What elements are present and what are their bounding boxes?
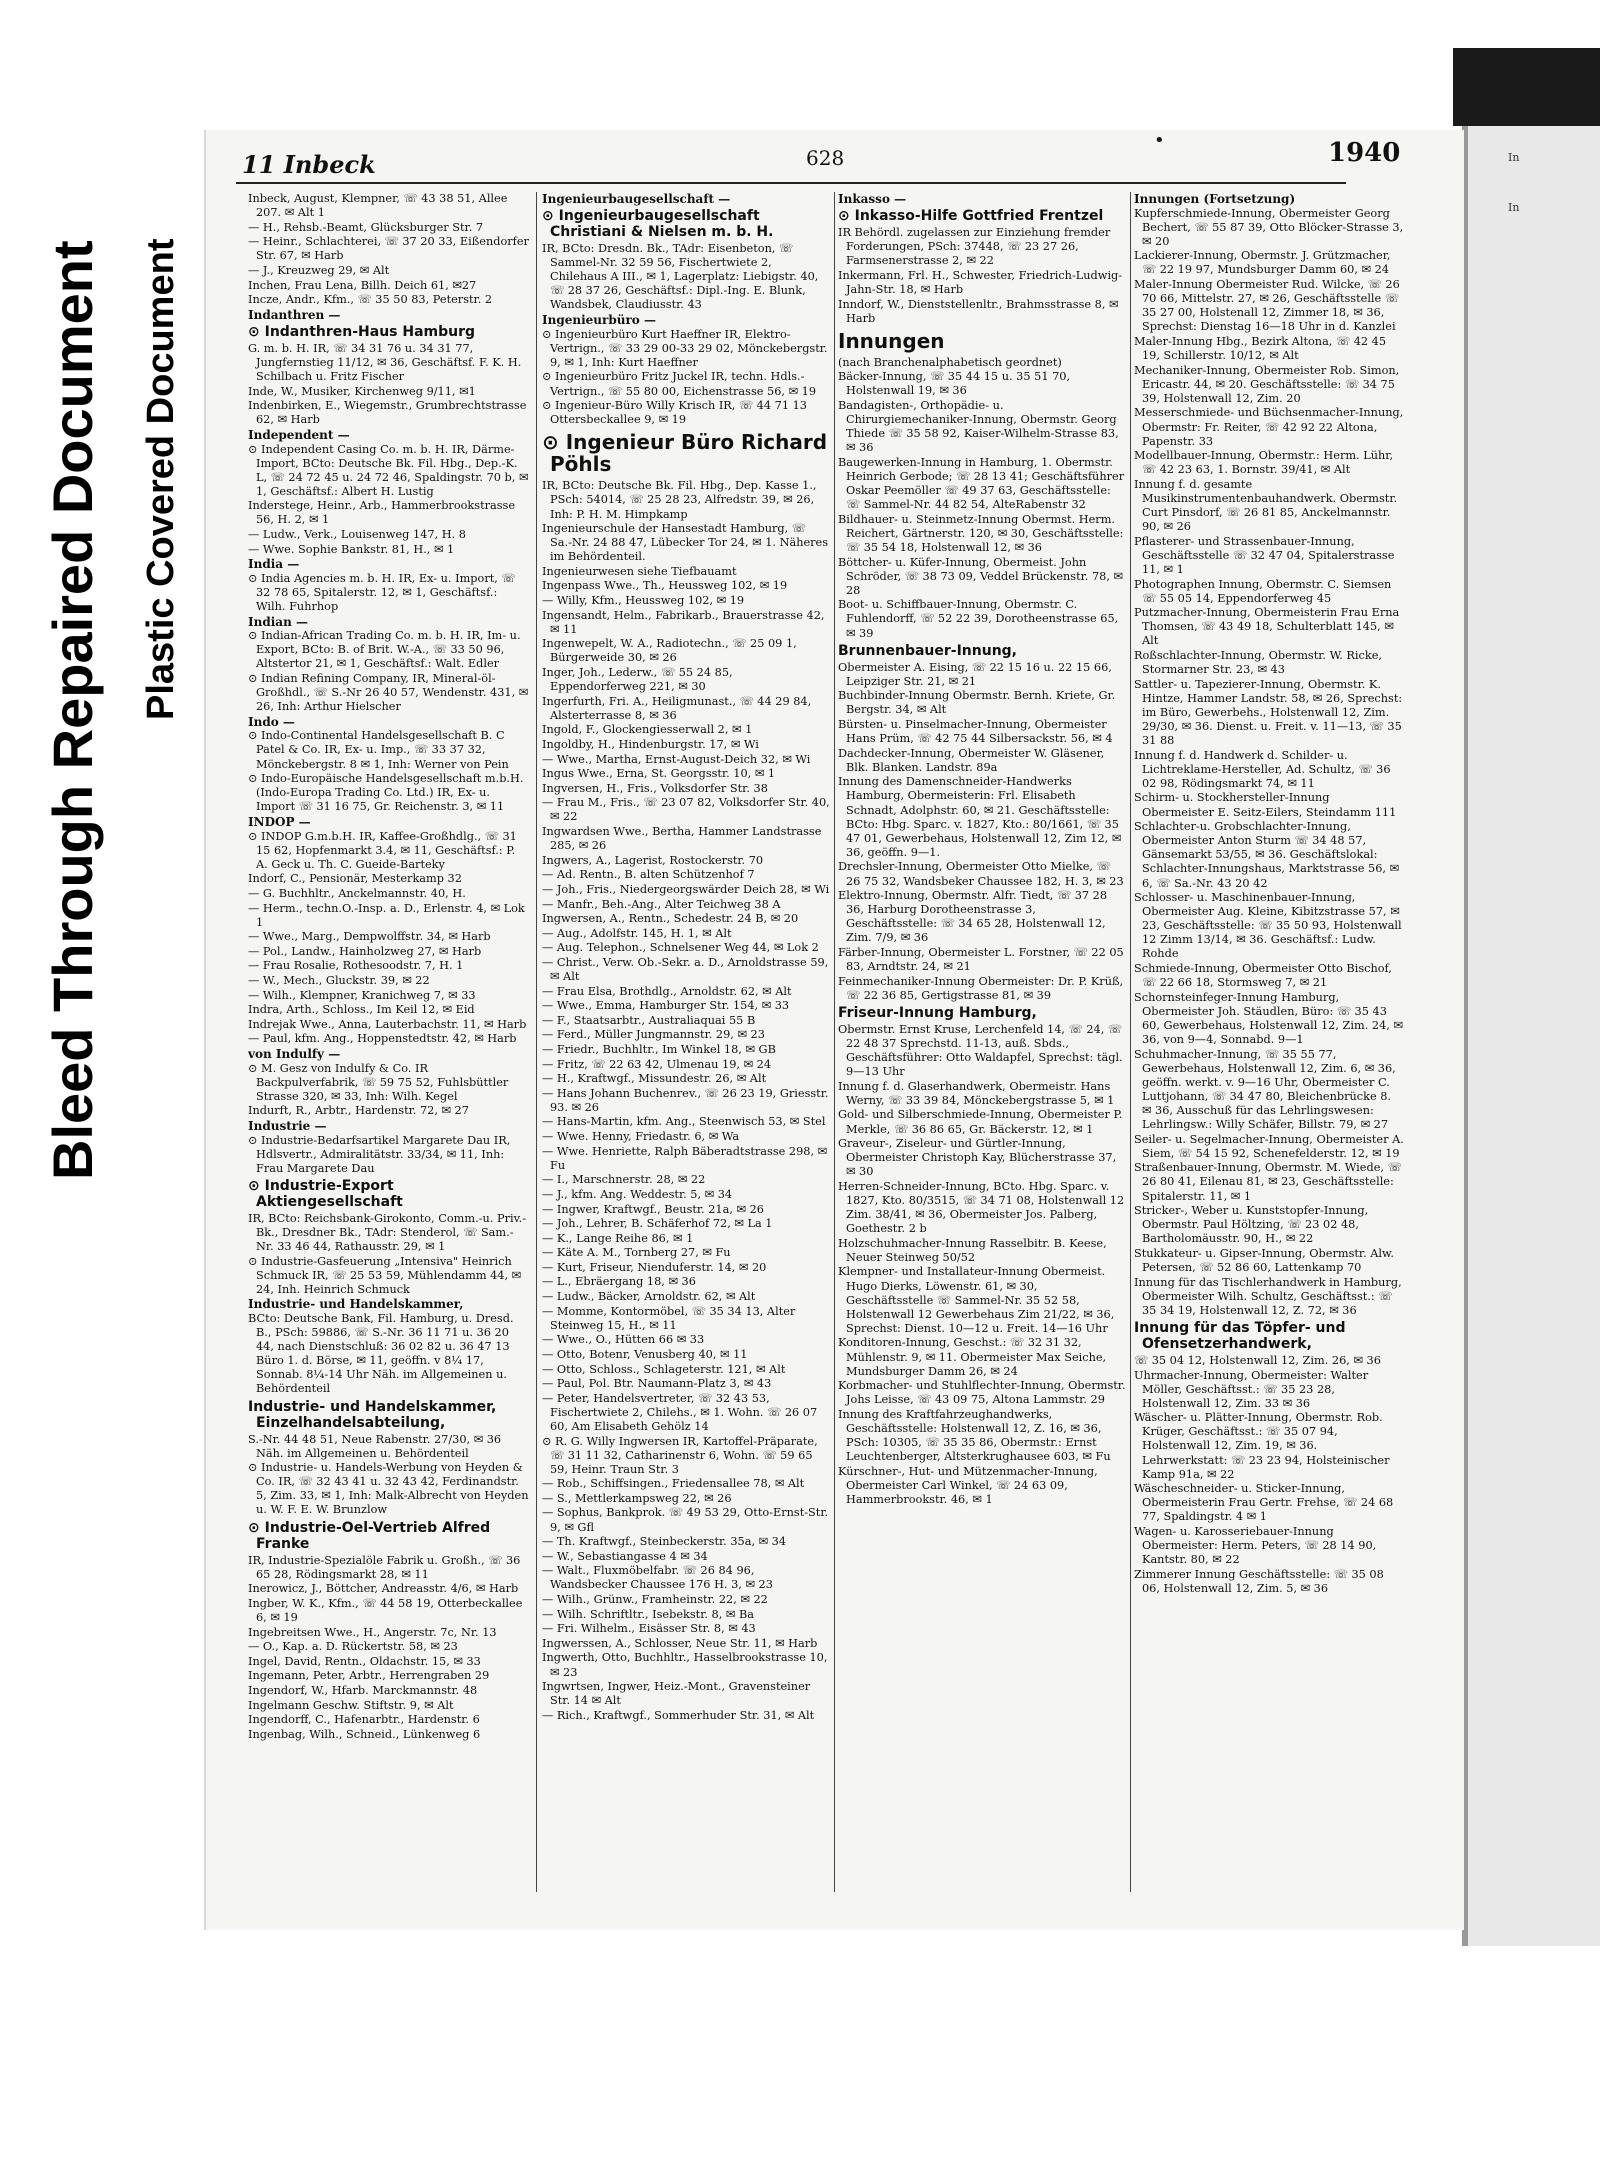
directory-entry: — Joh., Lehrer, B. Schäferhof 72, ✉ La 1 (542, 1217, 773, 1231)
directory-entry: Putzmacher-Innung, Obermeisterin Frau Erna Thomsen, ☏ 43 49 18, Schulterblatt 145, ✉ Alt (1134, 606, 1400, 648)
display-listing: Innung für das Töpfer- und Ofensetzerhandwerk, (1134, 1319, 1346, 1352)
directory-entry: — Frau Rosalie, Rothesoodstr. 7, H. 1 (248, 959, 464, 973)
directory-entry: — Wilh., Klempner, Kranichweg 7, ✉ 33 (248, 988, 476, 1002)
directory-entry: Messerschmiede- und Büchsenmacher-Innung, Obermstr: Fr. Reiter, ☏ 42 92 22 Altona, Papenstr. 33 (1134, 406, 1404, 448)
directory-entry: S.-Nr. 44 48 51, Neue Rabenstr. 27/30, ✉ 36 Näh. im Allgemeinen u. Behördenteil (248, 1432, 502, 1460)
directory-entry: Ingwers, A., Lagerist, Rostockerstr. 70 (542, 853, 764, 867)
display-listing: Industrie- und Handelskammer, Einzelhandelsabteilung, (248, 1398, 497, 1431)
directory-entry: Ingwersen, A., Rentn., Schedestr. 24 B, ✉ 20 (542, 912, 799, 926)
directory-entry: Graveur-, Ziseleur- und Gürtler-Innung, Obermeister Christoph Kay, Blücherstrasse 37, ✉ 30 (838, 1137, 1117, 1179)
directory-entry: Indenbirken, E., Wiegemstr., Grumbrechtstrasse 62, ✉ Harb (248, 399, 527, 427)
directory-entry: Herren-Schneider-Innung, BCto. Hbg. Sparc. v. 1827, Kto. 80/3515, ☏ 34 71 08, Holstenwall 12 Zim. 38/41, ✉ 36, Obermeister Jos. Palberg, Goethestr. 2 b (838, 1179, 1125, 1236)
directory-entry: Innung des Kraftfahrzeughandwerks, Geschäftsstelle: Holstenwall 12, Z. 16, ✉ 36, PSch: 10305, ☏ 35 35 86, Obermstr.: Ernst Leuchtenberger, Altsterkrughausee 603, ✉ Fu (838, 1407, 1111, 1464)
directory-entry: — Walt., Fluxmöbelfabr. ☏ 26 84 96, Wandsbecker Chaussee 176 H. 3, ✉ 23 (542, 1564, 773, 1592)
directory-entry: Ingel, David, Rentn., Oldachstr. 15, ✉ 33 (248, 1654, 481, 1668)
directory-entry: Ingold, F., Glockengiesserwall 2, ✉ 1 (542, 723, 753, 737)
directory-entry: — H., Rehsb.-Beamt, Glücksburger Str. 7 (248, 220, 484, 234)
directory-entry: Maler-Innung Hbg., Bezirk Altona, ☏ 42 45 19, Schillerstr. 10/12, ✉ Alt (1134, 334, 1387, 363)
page-number: 628 (806, 146, 845, 170)
directory-entry: Inerowicz, J., Böttcher, Andreasstr. 4/6, ✉ Harb (248, 1582, 519, 1596)
section-heading: Ingenieurbaugesellschaft — (542, 192, 731, 206)
directory-entry: — Wwe. Henriette, Ralph Bäberadtstrasse 298, ✉ Fu (542, 1144, 828, 1172)
directory-entry: Inbeck, August, Klempner, ☏ 43 38 51, Allee 207. ✉ Alt 1 (248, 192, 508, 220)
directory-entry: — Paul, Pol. Btr. Naumann-Platz 3, ✉ 43 (542, 1377, 772, 1391)
directory-entry: — Pol., Landw., Hainholzweg 27, ✉ Harb (248, 944, 482, 958)
directory-entry: Innung f. d. Glaserhandwerk, Obermeistr. Hans Werny, ☏ 33 39 84, Mönckebergstrasse 5, ✉ 1 (838, 1079, 1115, 1107)
directory-entry: Kürschner-, Hut- und Mützenmacher-Innung, Obermeister Carl Winkel, ☏ 24 63 09, Hammerbrookstr. 46, ✉ 1 (838, 1464, 1098, 1506)
directory-entry: — L., Ebräergang 18, ✉ 36 (542, 1275, 696, 1289)
directory-entry: Inde, W., Musiker, Kirchenweg 9/11, ✉1 (248, 384, 476, 398)
column-divider (834, 192, 835, 1892)
directory-entry: Buchbinder-Innung Obermstr. Bernh. Kriete, Gr. Bergstr. 34, ✉ Alt (838, 689, 1116, 717)
directory-entry: Roßschlachter-Innung, Obermstr. W. Ricke, Stormarner Str. 23, ✉ 43 (1134, 649, 1382, 677)
directory-entry: Innung f. d. gesamte Musikinstrumentenbauhandwerk. Obermstr. Curt Pinsdorf, ☏ 26 81 85, Anckelmannstr. 90, ✉ 26 (1134, 477, 1398, 534)
page-year: 1940 (1328, 138, 1401, 168)
directory-entry: IR, BCto: Dresdn. Bk., TAdr: Eisenbeton, ☏ Sammel-Nr. 32 59 56, Fischertwiete 2, Chilehaus A III., ✉ 1, Lagerplatz: Liebigstr. 40, ☏ 28 37 26, Geschäftsf.: Dipl.-Ing. E. Blunk, Wandsbek, Claudiusstr. 43 (542, 242, 819, 312)
display-listing: Innungen (838, 328, 945, 353)
directory-entry: Holzschuhmacher-Innung Rasselbitr. B. Keese, Neuer Steinweg 50/52 (838, 1236, 1107, 1264)
page-header-left: 11 Inbeck (242, 150, 376, 179)
section-heading: Innungen (Fortsetzung) (1134, 192, 1296, 206)
directory-entry: Ingerfurth, Fri. A., Heiligmunast., ☏ 44 29 84, Alsterterrasse 8, ✉ 36 (542, 694, 812, 722)
directory-entry: — Ludw., Bäcker, Arnoldstr. 62, ✉ Alt (542, 1290, 756, 1304)
directory-entry: Kupferschmiede-Innung, Obermeister Georg Bechert, ☏ 55 87 39, Otto Blöcker-Strasse 3, ✉ 20 (1134, 206, 1404, 248)
directory-entry: — G. Buchhltr., Anckelmannstr. 40, H. (248, 886, 466, 900)
directory-entry: Ingwerth, Otto, Buchhltr., Hasselbrookstrasse 10, ✉ 23 (542, 1651, 828, 1679)
directory-entry: Ingendorff, C., Hafenarbtr., Hardenstr. 6 (248, 1713, 480, 1727)
bleed-through-label: Bleed Through Repaired Document (41, 240, 104, 1180)
directory-entry: Schuhmacher-Innung, ☏ 35 55 77, Gewerbehaus, Holstenwall 12, Zim. 6, ✉ 36, geöffn. werkt. v. 9—16 Uhr, Obermeister C. Luttjohann, ☏ 34 47 80, Bleichenbrücke 8. ✉ 36, Ausschuß für das Lehrlingswesen: Lehrlingsw.: Willy Schäfer, Billstr. 79, ✉ 27 (1134, 1047, 1396, 1132)
display-listing: Brunnenbauer-Innung, (838, 642, 1017, 659)
directory-entry: Ingwrtsen, Ingwer, Heiz.-Mont., Gravensteiner Str. 14 ✉ Alt (542, 1680, 811, 1708)
directory-entry: Schirm- u. Stockhersteller-Innung Obermeister E. Seitz-Eilers, Steindamm 111 (1134, 791, 1397, 819)
directory-entry: — Rich., Kraftwgf., Sommerhuder Str. 31, ✉ Alt (542, 1708, 815, 1722)
directory-entry: Ingber, W. K., Kfm., ☏ 44 58 19, Otterbeckallee 6, ✉ 19 (248, 1596, 523, 1624)
column-2 (542, 192, 830, 1902)
directory-entry: Innung des Damenschneider-Handwerks Hamburg, Obermeisterin: Frl. Elisabeth Schnadt, Adolphstr. 60, ✉ 21. Geschäftsstelle: BCto: Hbg. Sparc. v. 1827, Kto.: 80/1661, ☏ 35 47 01, Gewerbehaus, Holstenwall 12, Zim 12, ✉ 36, geöffn. 9—1. (838, 775, 1122, 859)
directory-entry: — K., Lange Reihe 86, ✉ 1 (542, 1231, 694, 1245)
directory-entry: Färber-Innung, Obermeister L. Forstner, ☏ 22 05 83, Arndtstr. 24, ✉ 21 (838, 946, 1124, 974)
directory-entry: Inkermann, Frl. H., Schwester, Friedrich-Ludwig-Jahn-Str. 18, ✉ Harb (838, 268, 1123, 296)
directory-entry: Bildhauer- u. Steinmetz-Innung Obermst. Herm. Reichert, Gärtnerstr. 120, ✉ 30, Geschäftsstelle: ☏ 35 54 18, Holstenwall 12, ✉ 36 (838, 512, 1124, 554)
directory-entry: — Ingwer, Kraftwgf., Beustr. 21a, ✉ 26 (542, 1202, 764, 1216)
section-heading: Independent — (248, 427, 350, 442)
directory-entry: Ingenwepelt, W. A., Radiotechn., ☏ 25 09 1, Bürgerweide 30, ✉ 26 (542, 637, 797, 665)
directory-entry: (nach Branchenalphabetisch geordnet) (838, 355, 1062, 369)
directory-entry: ⊙ Industrie-Bedarfsartikel Margarete Dau IR, Hdlsvertr., Admiralitätstr. 33/34, ✉ 11, Inh: Frau Margarete Dau (248, 1133, 511, 1175)
directory-entry: Seiler- u. Segelmacher-Innung, Obermeister A. Siem, ☏ 54 15 92, Schenefelderstr. 12, ✉ 19 (1134, 1132, 1404, 1160)
directory-entry: Ingelmann Geschw. Stiftstr. 9, ✉ Alt (248, 1698, 454, 1712)
display-listing: ⊙ Indanthren-Haus Hamburg (248, 323, 476, 340)
directory-entry: Ingoldby, H., Hindenburgstr. 17, ✉ Wi (542, 738, 759, 751)
display-listing: ⊙ Industrie-Oel-Vertrieb Alfred Franke (248, 1519, 491, 1552)
directory-entry: IR, Industrie-Spezialöle Fabrik u. Großh., ☏ 36 65 28, Rödingsmarkt 28, ✉ 11 (248, 1553, 521, 1581)
directory-entry: Ingemann, Peter, Arbtr., Herrengraben 29 (248, 1669, 490, 1683)
fragment-line: In (1508, 151, 1520, 164)
directory-entry: — Heinr., Schlachterei, ☏ 37 20 33, Eißendorfer Str. 67, ✉ Harb (248, 235, 529, 263)
directory-entry: Inchen, Frau Lena, Billh. Deich 61, ✉27 (248, 278, 477, 292)
directory-entry: Wäscheschneider- u. Sticker-Innung, Obermeisterin Frau Gertr. Frehse, ☏ 24 68 77, Spaldingstr. 4 ✉ 1 (1134, 1482, 1394, 1524)
column-3 (838, 192, 1126, 1902)
directory-entry: — Willy, Kfm., Heussweg 102, ✉ 19 (542, 594, 745, 608)
directory-entry: — O., Kap. a. D. Rückertstr. 58, ✉ 23 (248, 1640, 458, 1654)
directory-entry: — H., Kraftwgf., Missundestr. 26, ✉ Alt (542, 1072, 767, 1086)
directory-entry: Indra, Arth., Schloss., Im Keil 12, ✉ Eid (248, 1003, 475, 1017)
directory-entry: IR, BCto: Reichsbank-Girokonto, Comm.-u. Priv.-Bk., Dresdner Bk., TAdr: Stenderol, ☏ Sam.-Nr. 33 46 44, Rathausstr. 29, ✉ 1 (248, 1211, 527, 1253)
directory-entry: ☏ 35 04 12, Holstenwall 12, Zim. 26, ✉ 36 (1134, 1353, 1381, 1367)
directory-entry: Pflasterer- und Strassenbauer-Innung, Geschäftsstelle ☏ 32 47 04, Spitalerstrasse 11, ✉ 1 (1134, 534, 1395, 576)
directory-entry: — Rob., Schiffsingen., Friedensallee 78, ✉ Alt (542, 1477, 805, 1491)
directory-entry: Klempner- und Installateur-Innung Obermeist. Hugo Dierks, Löwenstr. 61, ✉ 30, Geschäftsstelle ☏ Sammel-Nr. 35 52 58, Holstenwall 12 Gewerbehaus Zim 21/22, ✉ 36, Sprechst: Dienst. 10—12 u. Freit. 14—16 Uhr (838, 1265, 1115, 1335)
directory-entry: — Hans-Martin, kfm. Ang., Steenwisch 53, ✉ Stel (542, 1115, 826, 1129)
directory-entry: Indorf, C., Pensionär, Mesterkamp 32 (248, 872, 462, 886)
directory-entry: ⊙ Ingenieur-Büro Willy Krisch IR, ☏ 44 71 13 Ottersbeckallee 9, ✉ 19 (542, 399, 807, 427)
directory-entry: Photographen Innung, Obermstr. C. Siemsen ☏ 55 05 14, Eppendorferweg 45 (1134, 577, 1392, 605)
display-listing: Friseur-Innung Hamburg, (838, 1004, 1037, 1021)
directory-entry: — S., Mettlerkampsweg 22, ✉ 26 (542, 1491, 732, 1505)
directory-entry: ⊙ Ingenieurbüro Kurt Haeffner IR, Elektro-Vertrign., ☏ 33 29 00-33 29 02, Mönckebergstr. 9, ✉ 1, Inh: Kurt Haeffner (542, 327, 828, 369)
directory-entry: Ingebreitsen Wwe., H., Angerstr. 7c, Nr. 13 (248, 1625, 497, 1639)
display-listing: ⊙ Ingenieur Büro Richard Pöhls (542, 430, 828, 477)
directory-entry: — Peter, Handelsvertreter, ☏ 32 43 53, Fischertwiete 2, Chilehs., ✉ 1. Wohn. ☏ 26 07 60, Am Elisabeth Gehölz 14 (542, 1391, 818, 1433)
directory-entry: — Aug. Telephon., Schnelsener Weg 44, ✉ Lok 2 (542, 941, 819, 955)
directory-entry: Maler-Innung Obermeister Rud. Wilcke, ☏ 26 70 66, Mittelstr. 27, ✉ 26, Geschäftsstelle ☏ 35 27 00, Holstenall 12, Zimmer 18, ✉ 36, Sprechst: Dienstag 16—18 Uhr in d. Kanzlei (1134, 278, 1400, 334)
directory-entry: Böttcher- u. Küfer-Innung, Obermeist. John Schröder, ☏ 38 73 09, Veddel Brückenstr. 78, ✉ 28 (838, 555, 1123, 597)
directory-entry: — Friedr., Buchhltr., Im Winkel 18, ✉ GB (542, 1042, 776, 1056)
directory-entry: Ingendorf, W., Hfarb. Marckmannstr. 48 (248, 1683, 478, 1697)
directory-entry: Indrejak Wwe., Anna, Lauterbachstr. 11, ✉ Harb (248, 1017, 527, 1031)
display-listing: ⊙ Ingenieurbaugesellschaft Christiani & Nielsen m. b. H. (542, 208, 774, 241)
directory-entry: Stricker-, Weber u. Kunststopfer-Innung, Obermstr. Paul Höltzing, ☏ 23 02 48, Bartholomäusstr. 90, H., ✉ 22 (1134, 1204, 1369, 1246)
directory-entry: Inger, Joh., Lederw., ☏ 55 24 85, Eppendorferweg 221, ✉ 30 (542, 666, 733, 694)
adjacent-page-strip (1462, 126, 1600, 1946)
directory-entry: — Th. Kraftwgf., Steinbeckerstr. 35a, ✉ 34 (542, 1535, 787, 1549)
directory-entry: Korbmacher- und Stuhlflechter-Innung, Obermstr. Johs Leisse, ☏ 43 09 75, Altona Lammstr. 29 (838, 1379, 1126, 1407)
directory-entry: ⊙ R. G. Willy Ingwersen IR, Kartoffel-Präparate, ☏ 31 11 32, Catharinenstr 6, Wohn. ☏ 59 65 59, Heinr. Traun Str. 3 (542, 1434, 818, 1476)
directory-entry: Innung für das Tischlerhandwerk in Hamburg, Obermeister Wilh. Schultz, Geschäftsst.: ☏ 35 34 19, Holstenwall 12, Z. 72, ✉ 36 (1134, 1275, 1402, 1317)
black-edge-bar (1453, 48, 1600, 126)
directory-entry: — W., Sebastiangasse 4 ✉ 34 (542, 1549, 708, 1563)
directory-entry: Mechaniker-Innung, Obermeister Rob. Simon, Ericastr. 44, ✉ 20. Geschäftsstelle: ☏ 34 75 39, Holstenwall 12, Zim. 20 (1134, 363, 1400, 405)
directory-entry: ⊙ Independent Casing Co. m. b. H. IR, Därme-Import, BCto: Deutsche Bk. Fil. Hbg., Dep.-K. L, ☏ 24 72 45 u. 24 72 46, Spaldingstr. 70 b, ✉ 1, Geschäftsf.: Albert H. Lustig (248, 442, 529, 498)
directory-entry: — Frau Elsa, Brothdlg., Arnoldstr. 62, ✉ Alt (542, 984, 792, 998)
section-heading: Indo — (248, 714, 295, 729)
directory-entry: Lackierer-Innung, Obermstr. J. Grützmacher, ☏ 22 19 97, Mundsburger Damm 60, ✉ 24 (1134, 249, 1391, 277)
directory-entry: BCto: Deutsche Bank, Fil. Hamburg, u. Dresd. B., PSch: 59886, ☏ S.-Nr. 36 11 71 u. 36 20 44, nach Dienstschluß: 36 02 82 u. 36 47 13 Büro 1. d. Börse, ✉ 11, geöffn. v 8¼ 17, Sonnab. 8¼-14 Uhr Näh. im Allgemeinen u. Behördenteil (248, 1311, 514, 1396)
directory-entry: — I., Marschnerstr. 28, ✉ 22 (542, 1173, 706, 1187)
directory-entry: Ingenbag, Wilh., Schneid., Lünkenweg 6 (248, 1727, 481, 1741)
directory-entry: — Ad. Rentn., B. alten Schützenhof 7 (542, 868, 755, 882)
directory-entry: — Ferd., Müller Jungmannstr. 29, ✉ 23 (542, 1028, 765, 1042)
section-heading: INDOP — (248, 814, 311, 829)
section-heading: Indanthren — (248, 307, 341, 322)
directory-entry: Straßenbauer-Innung, Obermstr. M. Wiede, ☏ 26 80 41, Eilenau 81, ✉ 23, Geschäftsstelle: Spitalerstr. 11, ✉ 1 (1134, 1161, 1402, 1203)
directory-entry: Stukkateur- u. Gipser-Innung, Obermstr. Alw. Petersen, ☏ 52 86 60, Lattenkamp 70 (1134, 1246, 1394, 1275)
directory-entry: — Wwe., Marg., Dempwolffstr. 34, ✉ Harb (248, 930, 491, 944)
directory-entry: ⊙ Indo-Europäische Handelsgesellschaft m.b.H. (Indo-Europa Trading Co. Ltd.) IR, Ex- u. Import ☏ 31 16 75, Gr. Reichenstr. 3, ✉ 11 (248, 772, 524, 814)
directory-entry: IR, BCto: Deutsche Bk. Fil. Hbg., Dep. Kasse 1., PSch: 54014, ☏ 25 28 23, Alfredstr. 39, ✉ 26, Inh: P. H. M. Himpkamp (542, 479, 817, 521)
directory-entry: ⊙ Indian Refining Company, IR, Mineral-öl-Großhdl., ☏ S.-Nr 26 40 57, Wendenstr. 431, ✉ 26, Inh: Arthur Hielscher (248, 672, 529, 714)
directory-entry: Bandagisten-, Orthopädie- u. Chirurgiemechaniker-Innung, Obermstr. Georg Thiede ☏ 35 58 92, Kaiser-Wilhelm-Strasse 83, ✉ 36 (838, 399, 1119, 455)
directory-entry: Baugewerken-Innung in Hamburg, 1. Obermstr. Heinrich Gerbode; ☏ 28 13 41; Geschäftsführer Oskar Peemöller ☏ 49 37 63, Geschäftsstelle: ☏ Sammel-Nr. 44 82 54, AlteRabenstr 32 (838, 455, 1125, 512)
directory-entry: Inndorf, W., Dienststellenltr., Brahmsstrasse 8, ✉ Harb (838, 297, 1119, 325)
directory-entry: Schlachter-u. Grobschlachter-Innung, Obermeister Anton Sturm ☏ 34 48 57, Gänsemarkt 53/55, ✉ 36. Geschäftslokal: Schlachter-Innungshaus, Marktstrasse 56, ✉ 6, ☏ Sa.-Nr. 43 20 42 (1134, 820, 1400, 890)
directory-entry: Ingus Wwe., Erna, St. Georgsstr. 10, ✉ 1 (542, 767, 776, 781)
directory-entry: — Aug., Adolfstr. 145, H. 1, ✉ Alt (542, 926, 732, 940)
directory-entry: — Wwe. Sophie Bankstr. 81, H., ✉ 1 (248, 542, 455, 556)
directory-entry: Schmiede-Innung, Obermeister Otto Bischof, ☏ 22 66 18, Stormsweg 7, ✉ 21 (1134, 962, 1392, 990)
directory-entry: ⊙ Industrie- u. Handels-Werbung von Heyden & Co. IR, ☏ 32 43 41 u. 32 43 42, Ferdinandstr. 5, Zim. 33, ✉ 1, Inh: Malk-Albrecht von Heyden u. W. F. E. W. Brunzlow (248, 1461, 529, 1517)
directory-entry: Ingensandt, Helm., Fabrikarb., Brauerstrasse 42, ✉ 11 (542, 608, 825, 636)
directory-entry: Wäscher- u. Plätter-Innung, Obermstr. Rob. Krüger, Geschäftsst.: ☏ 35 07 94, Holstenwall 12, Zim. 19, ✉ 36. Lehrwerkstatt: ☏ 23 23 94, Holsteinischer Kamp 91a, ✉ 22 (1134, 1411, 1390, 1481)
column-divider (1130, 192, 1131, 1892)
directory-entry: Boot- u. Schiffbauer-Innung, Obermstr. C. Fuhlendorff, ☏ 52 22 39, Dorotheenstrasse 65, ✉ 39 (838, 598, 1119, 640)
section-heading: Industrie — (248, 1118, 327, 1133)
header-dot: • (1154, 130, 1165, 151)
display-listing: ⊙ Industrie-Export Aktiengesellschaft (248, 1177, 403, 1210)
directory-entry: — Wilh. Schriftltr., Isebekstr. 8, ✉ Ba (542, 1607, 754, 1621)
directory-entry: ⊙ Indo-Continental Handelsgesellschaft B. C Patel & Co. IR, Ex- u. Imp., ☏ 33 37 32, Mönckebergstr. 8 ✉ 1, Inh: Werner von Pein (248, 729, 509, 771)
directory-entry: Obermeister A. Eising, ☏ 22 15 16 u. 22 15 66, Leipziger Str. 21, ✉ 21 (838, 660, 1112, 688)
column-1 (248, 192, 530, 1902)
directory-entry: — Hans Johann Buchenrev., ☏ 26 23 19, Griesstr. 93. ✉ 26 (542, 1086, 829, 1114)
directory-entry: — Käte A. M., Tornberg 27, ✉ Fu (542, 1246, 731, 1260)
directory-entry: Schornsteinfeger-Innung Hamburg, Obermeister Joh. Stäudlen, Büro: ☏ 35 43 60, Gewerbehaus, Holstenwall 12, Zim. 24, ✉ 36, von 9—4, Sonnabd. 9—1 (1134, 990, 1403, 1047)
column-4 (1134, 192, 1404, 1902)
directory-entry: Ingwerssen, A., Schlosser, Neue Str. 11, ✉ Harb (542, 1636, 818, 1650)
directory-entry: — Sophus, Bankprok. ☏ 49 53 29, Otto-Ernst-Str. 9, ✉ Gfl (542, 1506, 829, 1534)
directory-entry: Ingversen, H., Fris., Volksdorfer Str. 38 (542, 781, 768, 795)
directory-entry: Uhrmacher-Innung, Obermeister: Walter Möller, Geschäftsst.: ☏ 35 23 28, Holstenwall 12, Zim. 33 ✉ 36 (1134, 1368, 1369, 1410)
section-heading: India — (248, 557, 300, 572)
directory-entry: ⊙ M. Gesz von Indulfy & Co. IR Backpulverfabrik, ☏ 59 75 52, Fuhlsbüttler Strasse 320, ✉ 33, Inh: Wilh. Kegel (248, 1061, 509, 1103)
fragment-line: In (1508, 201, 1520, 214)
directory-entry: Indurft, R., Arbtr., Hardenstr. 72, ✉ 27 (248, 1104, 469, 1118)
section-heading: Industrie- und Handelskammer, (248, 1297, 464, 1312)
directory-entry: ⊙ Indian-African Trading Co. m. b. H. IR, Im- u. Export, BCto: B. of Brit. W.-A., ☏ 33 50 96, Altstertor 21, ✉ 1, Geschäftsf.: Walt. Edler (248, 629, 521, 671)
directory-entry: Ingenpass Wwe., Th., Heussweg 102, ✉ 19 (542, 579, 788, 593)
directory-entry: — Fritz, ☏ 22 63 42, Ulmenau 19, ✉ 24 (542, 1057, 772, 1071)
directory-entry: IR Behördl. zugelassen zur Einziehung fremder Forderungen, PSch: 37448, ☏ 23 27 26, Farmsenerstrasse 2, ✉ 22 (838, 226, 1111, 268)
header-rule (236, 182, 1346, 184)
directory-entry: — Wwe., Emma, Hamburger Str. 154, ✉ 33 (542, 999, 790, 1013)
section-heading: Indian — (248, 614, 308, 629)
plastic-covered-label: Plastic Covered Document (140, 238, 182, 720)
directory-entry: Drechsler-Innung, Obermeister Otto Mielke, ☏ 26 75 32, Wandsbeker Chaussee 182, H. 3, ✉ 23 (838, 860, 1124, 888)
directory-entry: — Wwe., O., Hütten 66 ✉ 33 (542, 1333, 705, 1347)
directory-entry: — J., Kreuzweg 29, ✉ Alt (248, 263, 390, 277)
directory-entry: ⊙ Ingenieurbüro Fritz Juckel IR, techn. Hdls.-Vertrign., ☏ 55 80 00, Eichenstrasse 56, ✉ 19 (542, 370, 817, 398)
directory-entry: — Manfr., Beh.-Ang., Alter Teichweg 38 A (542, 897, 781, 911)
directory-entry: Konditoren-Innung, Geschst.: ☏ 32 31 32, Mühlenstr. 9, ✉ 11. Obermeister Max Seiche, Mundsburger Damm 26, ✉ 24 (838, 1336, 1107, 1378)
directory-entry: — Joh., Fris., Niedergeorgswärder Deich 28, ✉ Wi (542, 882, 830, 896)
directory-entry: Feinmechaniker-Innung Obermeister: Dr. P. Krüß, ☏ 22 36 85, Gertigstrasse 81, ✉ 39 (838, 974, 1124, 1002)
directory-entry: — Otto, Schloss., Schlageterstr. 121, ✉ Alt (542, 1362, 786, 1376)
directory-entry: ⊙ INDOP G.m.b.H. IR, Kaffee-Großhdlg., ☏ 31 15 62, Hopfenmarkt 3.4, ✉ 11, Geschäftsf.: P. A. Geck u. Th. C. Gueide-Barteky (248, 829, 517, 871)
directory-entry: Schlosser- u. Maschinenbauer-Innung, Obermeister Aug. Kleine, Kibitzstrasse 57, ✉ 23, Geschäftsstelle: ☏ 35 50 93, Holstenwall 12 Zimm 13/14, ✉ 36. Geschäftsf.: Ludw. Rohde (1134, 891, 1402, 961)
directory-entry: — Ludw., Verk., Louisenweg 147, H. 8 (248, 528, 466, 542)
directory-entry: — Kurt, Friseur, Nienduferstr. 14, ✉ 20 (542, 1260, 767, 1274)
directory-entry: Inderstege, Heinr., Arb., Hammerbrookstrasse 56, H. 2, ✉ 1 (248, 499, 516, 527)
directory-entry: Innung f. d. Handwerk d. Schilder- u. Lichtreklame-Hersteller, Ad. Schultz, ☏ 36 02 98, Rödingsmarkt 74, ✉ 11 (1134, 748, 1391, 790)
section-heading: Inkasso — (838, 192, 907, 206)
directory-entry: — Wilh., Grünw., Framheinstr. 22, ✉ 22 (542, 1593, 768, 1607)
directory-entry: — Momme, Kontormöbel, ☏ 35 34 13, Alter Steinweg 15, H., ✉ 11 (542, 1304, 796, 1332)
directory-entry: — Fri. Wilhelm., Eisässer Str. 8, ✉ 43 (542, 1622, 756, 1636)
directory-entry: Elektro-Innung, Obermstr. Alfr. Tiedt, ☏ 37 28 36, Harburg Dorotheenstrasse 3, Geschäftsstelle: ☏ 34 65 28, Holstenwall 12, Zim. 7/9, ✉ 36 (838, 889, 1108, 945)
directory-entry: — J., kfm. Ang. Weddestr. 5, ✉ 34 (542, 1187, 733, 1201)
directory-entry: Ingenieurschule der Hansestadt Hamburg, ☏ Sa.-Nr. 24 88 47, Lübecker Tor 24, ✉ 1. Näheres im Behördenteil. (542, 522, 829, 564)
directory-entry: Bäcker-Innung, ☏ 35 44 15 u. 35 51 70, Holstenwall 19, ✉ 36 (838, 370, 1071, 398)
adjacent-page-fragment (1508, 150, 1519, 216)
column-divider (536, 192, 537, 1892)
directory-entry: — Frau M., Fris., ☏ 23 07 82, Volksdorfer Str. 40, ✉ 22 (542, 796, 830, 824)
directory-entry: — Christ., Verw. Ob.-Sekr. a. D., Arnoldstrasse 59, ✉ Alt (542, 955, 829, 983)
directory-entry: ⊙ Industrie-Gasfeuerung „Intensiva" Heinrich Schmuck IR, ☏ 25 53 59, Mühlendamm 44, ✉ 24, Inh. Heinrich Schmuck (248, 1254, 522, 1296)
directory-entry: — Herm., techn.O.-Insp. a. D., Erlenstr. 4, ✉ Lok 1 (248, 901, 525, 929)
directory-entry: — F., Staatsarbtr., Australiaquai 55 B (542, 1013, 756, 1027)
directory-entry: — Otto, Botenr, Venusberg 40, ✉ 11 (542, 1347, 748, 1361)
directory-entry: — Wwe., Martha, Ernst-August-Deich 32, ✉ Wi (542, 752, 811, 766)
directory-entry: Wagen- u. Karosseriebauer-Innung Obermeister: Herm. Peters, ☏ 28 14 90, Kantstr. 80, ✉ 22 (1134, 1525, 1377, 1567)
directory-entry: Modellbauer-Innung, Obermstr.: Herm. Lühr, ☏ 42 23 63, 1. Bornstr. 39/41, ✉ Alt (1134, 449, 1394, 477)
directory-entry: Sattler- u. Tapezierer-Innung, Obermstr. K. Hintze, Hammer Landstr. 58, ✉ 26, Sprechst: im Büro, Gewerbehs., Holstenwall 12, Zim. 29/30, ✉ 36. Dienst. u. Freit. v. 11—13, ☏ 35 31 88 (1134, 677, 1403, 748)
display-listing: ⊙ Inkasso-Hilfe Gottfried Frentzel (838, 208, 1104, 225)
directory-entry: Bürsten- u. Pinselmacher-Innung, Obermeister Hans Prüm, ☏ 42 75 44 Silbersackstr. 56, ✉ 4 (838, 718, 1113, 746)
directory-entry: G. m. b. H. IR, ☏ 34 31 76 u. 34 31 77, Jungfernstieg 11/12, ✉ 36, Geschäftsf. F. K. H. Schilbach u. Fritz Fischer (248, 341, 522, 384)
directory-entry: Zimmerer Innung Geschäftsstelle: ☏ 35 08 06, Holstenwall 12, Zim. 5, ✉ 36 (1134, 1567, 1384, 1595)
section-heading: Ingenieurbüro — (542, 313, 656, 328)
directory-entry: Dachdecker-Innung, Obermeister W. Gläsener, Blk. Blanken. Landstr. 89a (838, 746, 1105, 774)
directory-entry: — W., Mech., Gluckstr. 39, ✉ 22 (248, 973, 430, 987)
directory-entry: Ingwardsen Wwe., Bertha, Hammer Landstrasse 285, ✉ 26 (542, 825, 822, 853)
directory-entry: Ingenieurwesen siehe Tiefbauamt (542, 564, 737, 578)
directory-entry: — Wwe. Henny, Friedastr. 6, ✉ Wa (542, 1130, 740, 1144)
directory-entry: Incze, Andr., Kfm., ☏ 35 50 83, Peterstr. 2 (248, 293, 493, 307)
section-heading: von Indulfy — (248, 1046, 341, 1061)
directory-entry: Obermstr. Ernst Kruse, Lerchenfeld 14, ☏ 24, ☏ 22 48 37 Sprechstd. 11-13, auß. Sbds., Geschäftsführer: Otto Waldapfel, Sprechst: tägl. 9—13 Uhr (838, 1022, 1123, 1079)
directory-entry: Gold- und Silberschmiede-Innung, Obermeister P. Merkle, ☏ 36 86 65, Gr. Bäckerstr. 12, ✉ 1 (838, 1108, 1123, 1136)
directory-entry: — Paul, kfm. Ang., Hoppenstedtstr. 42, ✉ Harb (248, 1032, 517, 1046)
directory-page (204, 130, 1464, 1930)
directory-entry: ⊙ India Agencies m. b. H. IR, Ex- u. Import, ☏ 32 78 65, Spitalerstr. 12, ✉ 1, Geschäftsf.: Wilh. Fuhrhop (248, 571, 516, 614)
